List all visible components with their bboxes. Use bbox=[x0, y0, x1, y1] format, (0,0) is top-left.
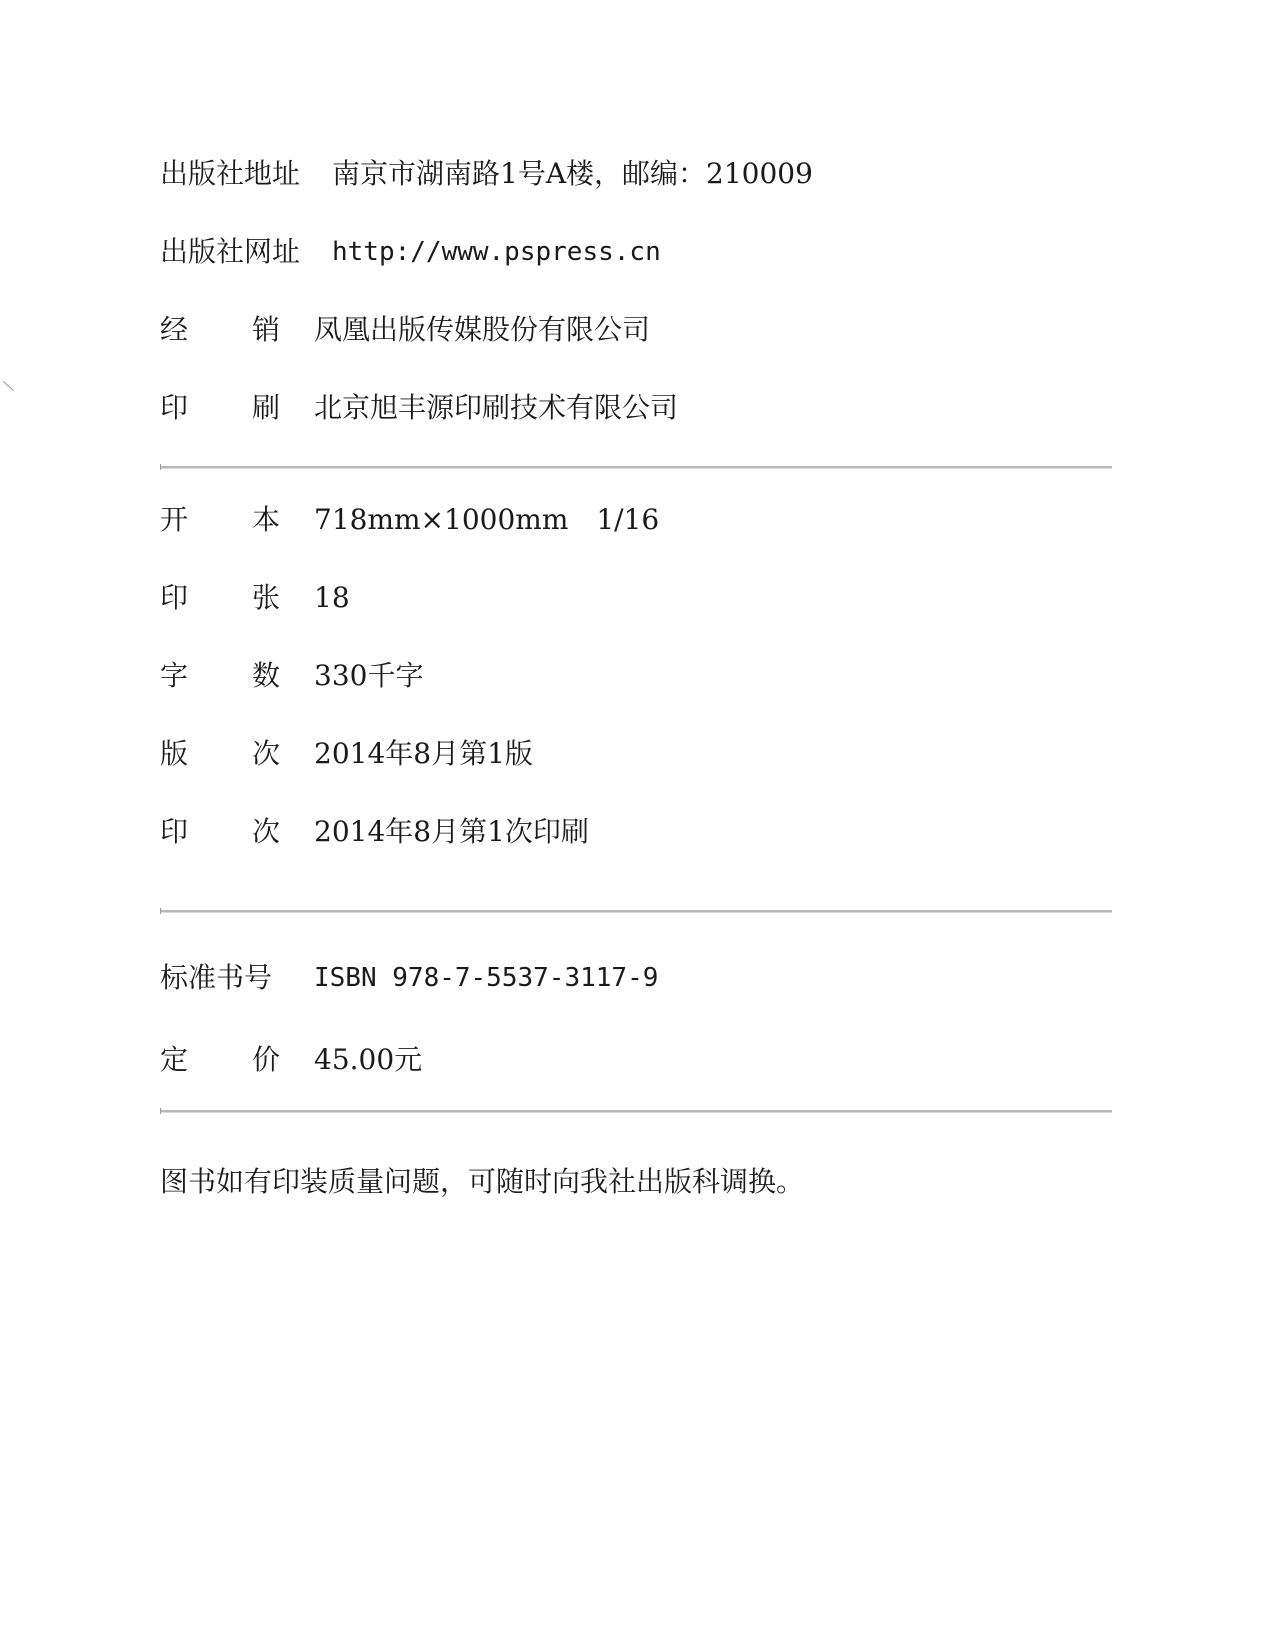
price-label-a: 定 bbox=[160, 1043, 189, 1076]
sheets-label-a: 印 bbox=[160, 581, 189, 614]
word-count-label-b: 数 bbox=[252, 659, 281, 692]
divider-1 bbox=[160, 466, 1112, 469]
divider-2 bbox=[160, 910, 1112, 913]
publisher-address-value: 南京市湖南路1号A楼，邮编：210009 bbox=[332, 157, 813, 190]
edition-label-b: 次 bbox=[252, 737, 281, 770]
sheets-label-b: 张 bbox=[252, 581, 281, 614]
scan-edge-mark bbox=[3, 381, 14, 391]
price-label-b: 价 bbox=[252, 1043, 281, 1076]
printing-label-b: 次 bbox=[252, 815, 281, 848]
printer-label-a: 印 bbox=[160, 391, 189, 424]
edition-label-a: 版 bbox=[160, 737, 189, 770]
printing-label-a: 印 bbox=[160, 815, 189, 848]
edition-value: 2014年8月第1版 bbox=[314, 737, 533, 770]
printer-value: 北京旭丰源印刷技术有限公司 bbox=[314, 391, 679, 424]
format-label-b: 本 bbox=[252, 503, 281, 536]
word-count-value: 330千字 bbox=[314, 659, 424, 692]
format-label-a: 开 bbox=[160, 503, 189, 536]
distributor-label-b: 销 bbox=[252, 313, 281, 346]
isbn-value: ISBN 978-7-5537-3117-9 bbox=[314, 963, 659, 993]
distributor-value: 凤凰出版传媒股份有限公司 bbox=[314, 313, 651, 346]
quality-notice: 图书如有印装质量问题，可随时向我社出版科调换。 bbox=[160, 1165, 805, 1198]
publisher-address-label: 出版社地址 bbox=[160, 157, 301, 190]
format-value: 718mm×1000mm 1/16 bbox=[314, 503, 660, 536]
isbn-label: 标准书号 bbox=[160, 961, 273, 994]
sheets-value: 18 bbox=[314, 581, 350, 614]
publisher-website-value: http://www.pspress.cn bbox=[332, 237, 661, 267]
distributor-label-a: 经 bbox=[160, 313, 189, 346]
printer-label-b: 刷 bbox=[252, 391, 281, 424]
publisher-website-label: 出版社网址 bbox=[160, 235, 301, 268]
price-value: 45.00元 bbox=[314, 1043, 423, 1076]
divider-3 bbox=[160, 1110, 1112, 1113]
word-count-label-a: 字 bbox=[160, 659, 189, 692]
printing-value: 2014年8月第1次印刷 bbox=[314, 815, 589, 848]
